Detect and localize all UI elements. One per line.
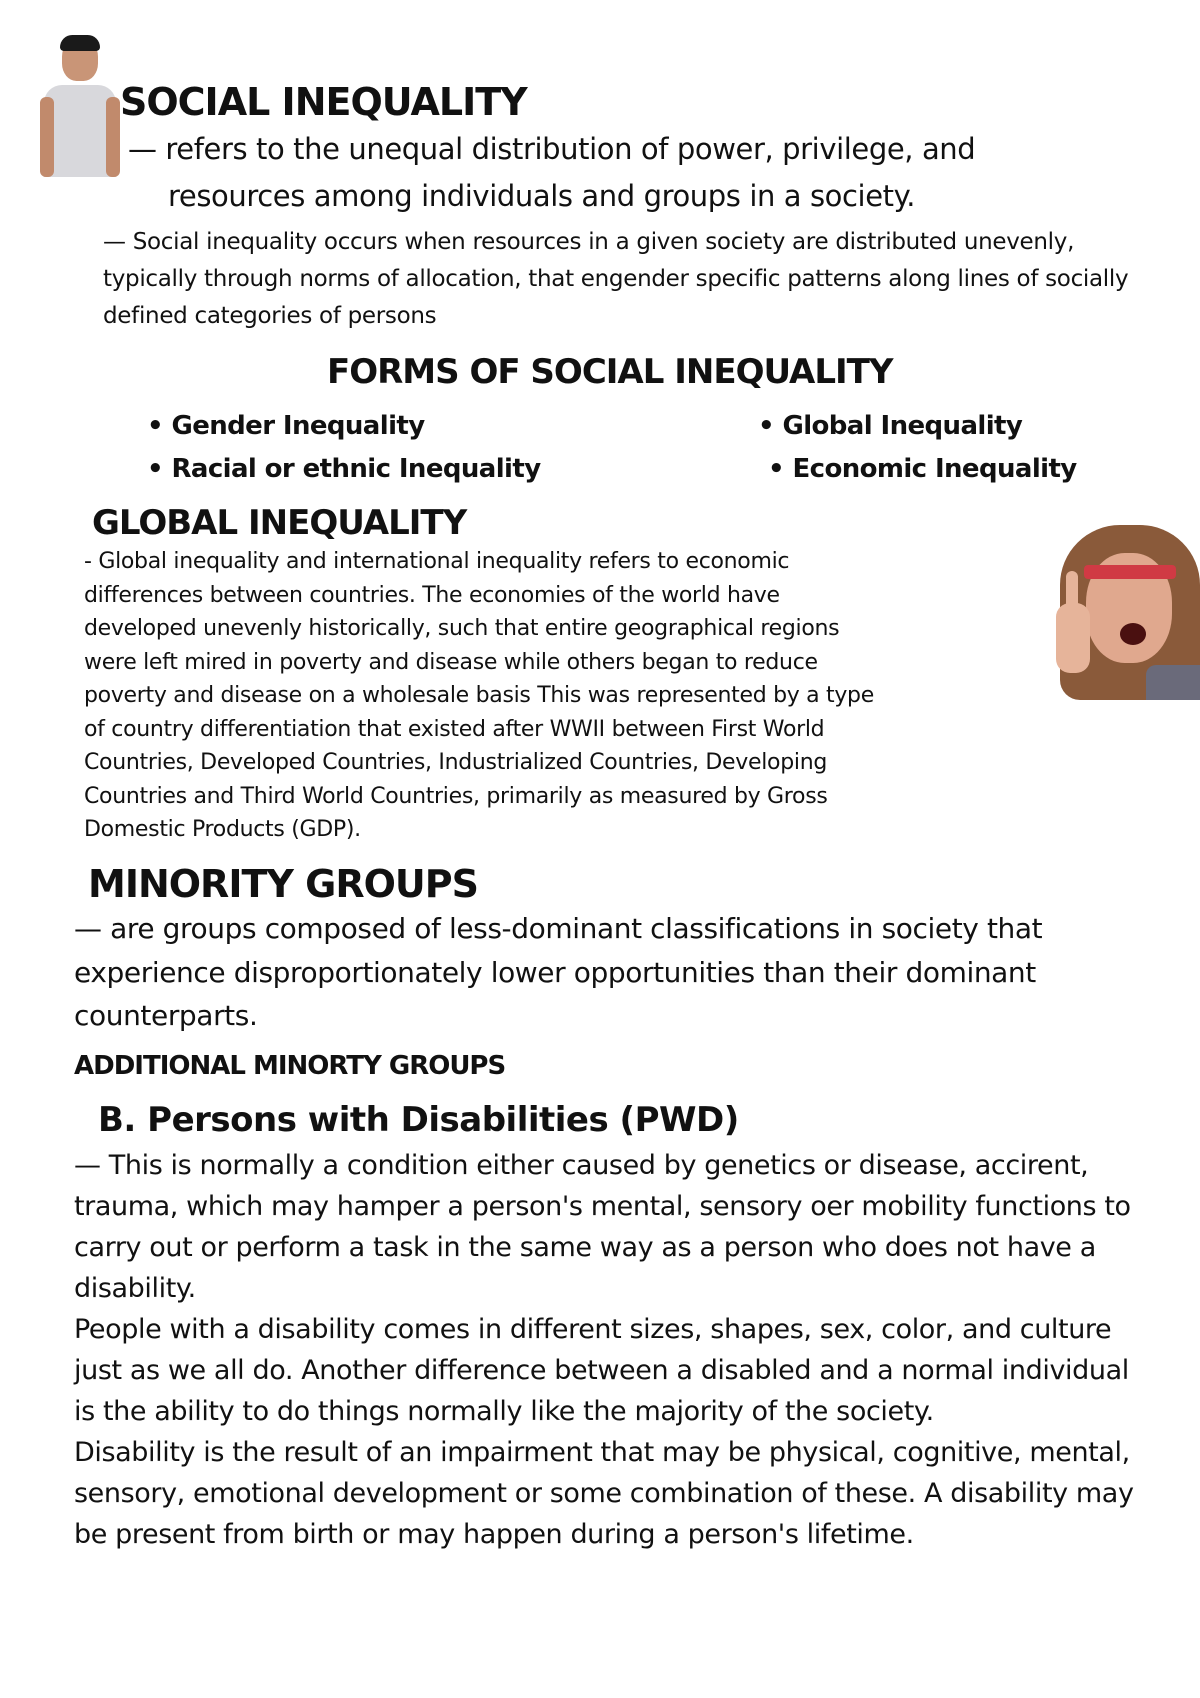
global-line: were left mired in poverty and disease while others began to reduce	[84, 649, 818, 675]
pwd-paragraph-3: Disability is the result of an impairment that may be physical, cognitive, mental, sensory, emotional development or some combination of these. A disability may be present from birth or may happen during a person's lifetime.	[74, 1437, 1134, 1550]
social-inequality-detail: — Social inequality occurs when resources in a given society are distributed unevenly, typically through norms of allocation, that engender specific patterns along lines of socially defined categories of persons	[103, 229, 1129, 329]
global-line: differences between countries. The economies of the world have	[84, 582, 780, 608]
global-line: Countries and Third World Countries, primarily as measured by Gross	[84, 783, 828, 809]
minority-groups-definition: — are groups composed of less-dominant classifications in society that experience disproportionately lower opportunities than their dominant counterparts.	[74, 912, 1043, 1032]
global-line: Domestic Products (GDP).	[84, 817, 361, 842]
form-item-global: • Global Inequality	[758, 411, 1023, 441]
definition-line-1: — refers to the unequal distribution of power, privilege, and	[128, 132, 976, 166]
shouting-woman-photo	[1050, 525, 1200, 700]
global-line: of country differentiation that existed after WWII between First World	[84, 716, 825, 742]
form-item-racial: • Racial or ethnic Inequality	[147, 454, 541, 484]
global-inequality-title: GLOBAL INEQUALITY	[92, 503, 467, 543]
pwd-paragraph-1: — This is normally a condition either caused by genetics or disease, accirent, trauma, which may hamper a person's mental, sensory oer mobility functions to carry out or perform a task in the same way as a person who does not have a disability.	[74, 1150, 1131, 1304]
additional-minority-heading: ADDITIONAL MINORTY GROUPS	[74, 1051, 506, 1081]
pwd-body	[74, 1145, 1134, 1555]
pwd-paragraph-2: People with a disability comes in different sizes, shapes, sex, color, and culture just as we all do. Another difference between a disabled and a normal individual is the ability to do things normally like the majority of the society.	[74, 1314, 1129, 1427]
form-item-economic: • Economic Inequality	[768, 454, 1077, 484]
minority-groups-title: MINORITY GROUPS	[88, 862, 478, 906]
forms-title: FORMS OF SOCIAL INEQUALITY	[327, 352, 893, 392]
global-line: poverty and disease on a wholesale basis This was represented by a type	[84, 683, 874, 708]
social-inequality-title: SOCIAL INEQUALITY	[120, 80, 527, 124]
global-line: developed unevenly historically, such that entire geographical regions	[84, 616, 840, 641]
global-line: - Global inequality and international inequality refers to economic	[84, 549, 790, 574]
global-inequality-body	[84, 545, 1064, 847]
form-item-gender: • Gender Inequality	[147, 411, 425, 441]
definition-line-2: resources among individuals and groups in a society.	[168, 179, 916, 213]
global-line: Countries, Developed Countries, Industrialized Countries, Developing	[84, 750, 828, 775]
social-inequality-definition	[128, 126, 1128, 220]
person-photo	[40, 35, 120, 177]
pwd-heading: B. Persons with Disabilities (PWD)	[98, 1100, 739, 1140]
